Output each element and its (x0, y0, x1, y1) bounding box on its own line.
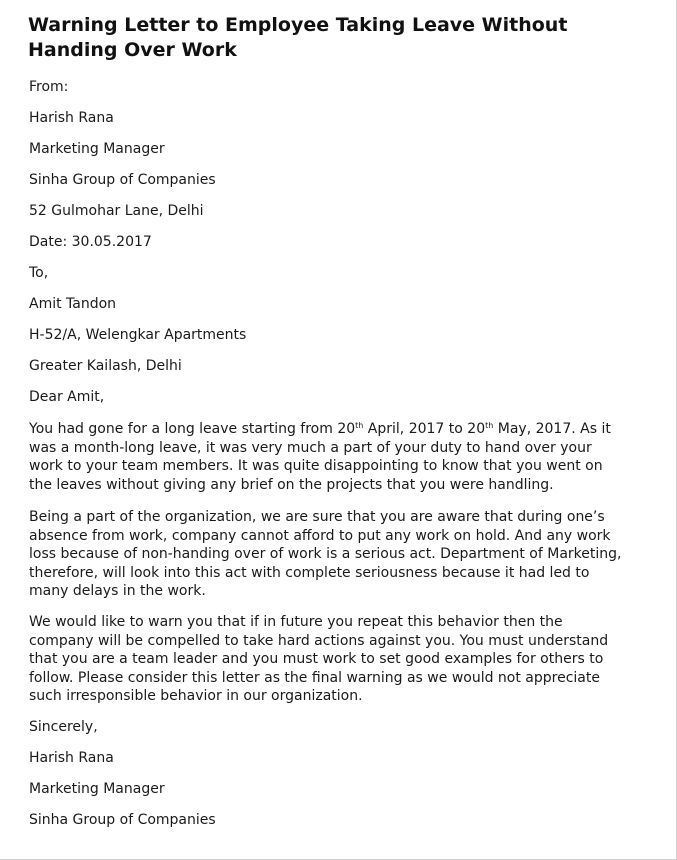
signature-title: Marketing Manager (29, 781, 165, 797)
para1-text-a: You had gone for a long leave starting from 20 (29, 421, 356, 437)
from-label: From: (29, 79, 69, 95)
sender-title: Marketing Manager (29, 141, 165, 157)
closing: Sincerely, (29, 719, 98, 735)
body-paragraph-1 (29, 420, 629, 494)
para1-text-c: May, 2017. As it was a month-long leave, it was very much a part of your duty to hand over your work to your team members. It was quite disappointing to know that you went on the leaves without giving any brief on the projects that you were handling. (29, 421, 611, 493)
recipient-address-line-2: Greater Kailash, Delhi (29, 358, 182, 374)
letter-title (28, 13, 628, 63)
para1-text-b: April, 2017 to 20 (363, 421, 486, 437)
salutation: Dear Amit, (29, 389, 105, 405)
para1-superscript-a: th (355, 421, 364, 430)
recipient-name: Amit Tandon (29, 296, 117, 312)
sender-address: 52 Gulmohar Lane, Delhi (29, 203, 204, 219)
title-line-2: Handing Over Work (28, 39, 237, 61)
body-paragraph-3: We would like to warn you that if in future you repeat this behavior then the company will be compelled to take hard actions against you. You must understand that you are a team leader and you must work to set good examples for others to follow. Please consider this letter as the final warning as we would not appreciate such irresponsible behavior in our organization. (29, 614, 609, 704)
title-line-1: Warning Letter to Employee Taking Leave Without (28, 14, 568, 36)
signature-name: Harish Rana (29, 750, 114, 766)
signature-company: Sinha Group of Companies (29, 812, 216, 828)
letter-date: Date: 30.05.2017 (29, 234, 152, 250)
sender-company: Sinha Group of Companies (29, 172, 216, 188)
sender-name: Harish Rana (29, 110, 114, 126)
to-label: To, (29, 265, 49, 281)
para1-superscript-b: th (485, 421, 494, 430)
body-paragraph-2: Being a part of the organization, we are sure that you are aware that during one’s absence from work, company cannot afford to put any work on hold. And any work loss because of non-handing over of work is a serious act. Department of Marketing, therefore, will look into this act with complete seriousness because it had led to many delays in the work. (29, 509, 622, 599)
recipient-address-line-1: H-52/A, Welengkar Apartments (29, 327, 247, 343)
